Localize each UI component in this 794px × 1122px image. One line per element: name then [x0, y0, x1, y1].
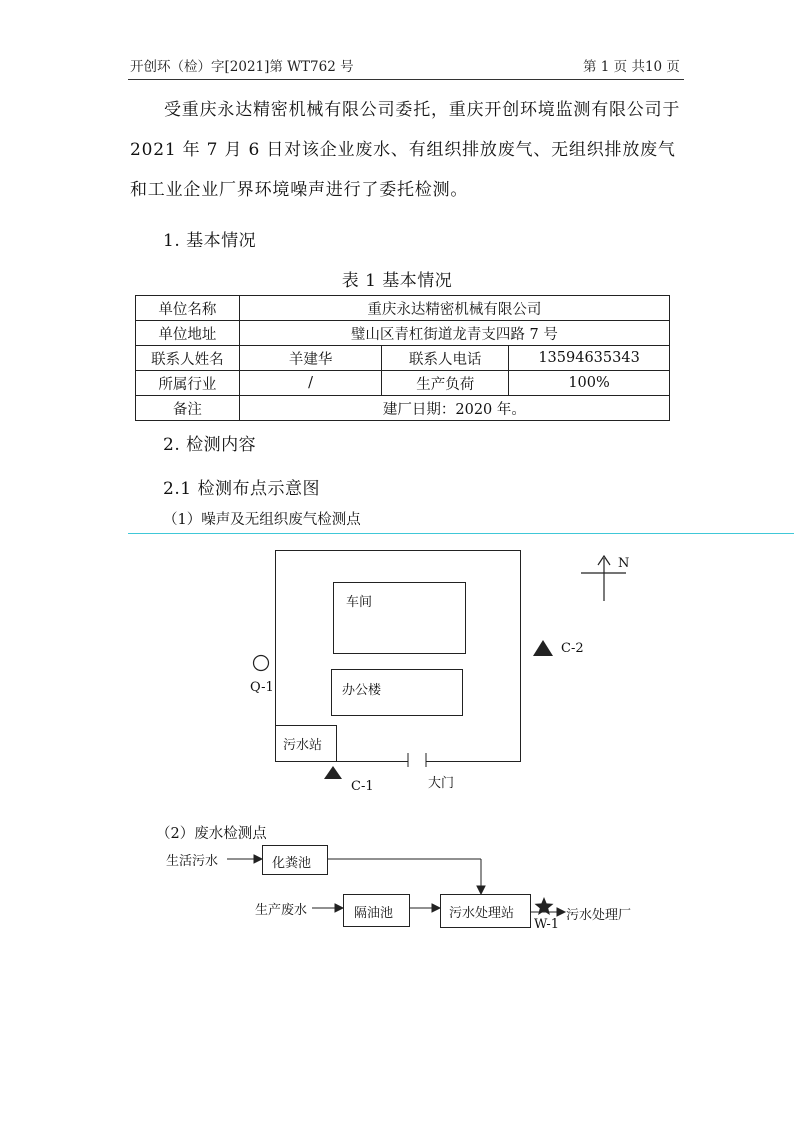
workshop-label: 车间 — [346, 595, 373, 610]
c1-triangle-icon — [324, 766, 342, 779]
office-label: 办公楼 — [342, 683, 382, 698]
production-wastewater-label: 生产废水 — [255, 903, 308, 918]
table-cell: 13594635343 — [509, 346, 670, 371]
treatment-station-box — [440, 894, 531, 928]
table-cell: 羊建华 — [239, 346, 382, 371]
q1-circle-icon — [254, 656, 269, 671]
table-cell: 重庆永达精密机械有限公司 — [239, 296, 669, 321]
table-cell: 联系人姓名 — [136, 346, 240, 371]
section-1-title: 1. 基本情况 — [163, 231, 257, 251]
table-cell: 所属行业 — [136, 371, 240, 396]
q1-label: Q-1 — [250, 680, 274, 695]
section-2-1-title: 2.1 检测布点示意图 — [163, 479, 320, 499]
diagram-2-title: （2）废水检测点 — [156, 826, 267, 842]
table-1-caption: 表 1 基本情况 — [341, 271, 453, 291]
table-cell: 建厂日期：2020 年。 — [239, 396, 669, 421]
oil-separator-box — [343, 894, 410, 927]
table-cell: / — [239, 371, 382, 396]
table-cell: 单位名称 — [136, 296, 240, 321]
section-2-title: 2. 检测内容 — [163, 435, 257, 455]
domestic-sewage-label: 生活污水 — [166, 854, 219, 869]
w1-label: W-1 — [534, 917, 560, 932]
table-cell: 生产负荷 — [382, 371, 509, 396]
table-cell: 100% — [509, 371, 670, 396]
north-label: N — [618, 556, 630, 571]
septic-tank-box — [262, 845, 328, 875]
intro-paragraph: 受重庆永达精密机械有限公司委托，重庆开创环境监测有限公司于 2021 年 7 月 6 日对该企业废水、有组织排放废气、无组织排放废气和工业企业厂界环境噪声进行了委托检测。 — [130, 100, 681, 200]
table-cell: 联系人电话 — [382, 346, 509, 371]
c2-label: C-2 — [561, 641, 584, 656]
diagram-1-title: （1）噪声及无组织废气检测点 — [163, 512, 361, 528]
treatment-plant-label: 污水处理厂 — [566, 908, 632, 923]
table-cell: 璧山区青杠街道龙青支四路 7 号 — [239, 321, 669, 346]
oil-separator-label: 隔油池 — [354, 906, 394, 921]
table-cell: 单位地址 — [136, 321, 240, 346]
c1-label: C-1 — [351, 779, 374, 794]
table-cell: 备注 — [136, 396, 240, 421]
sewage-station-label: 污水站 — [283, 738, 323, 753]
document-number: 开创环（检）字[2021]第 WT762 号 — [130, 59, 354, 75]
gate-label: 大门 — [428, 776, 455, 791]
c2-triangle-icon — [533, 640, 553, 656]
treatment-station-label: 污水处理站 — [449, 906, 515, 921]
septic-tank-label: 化粪池 — [272, 856, 312, 871]
gate-gap — [408, 757, 426, 763]
page-info: 第 1 页 共10 页 — [583, 59, 680, 75]
